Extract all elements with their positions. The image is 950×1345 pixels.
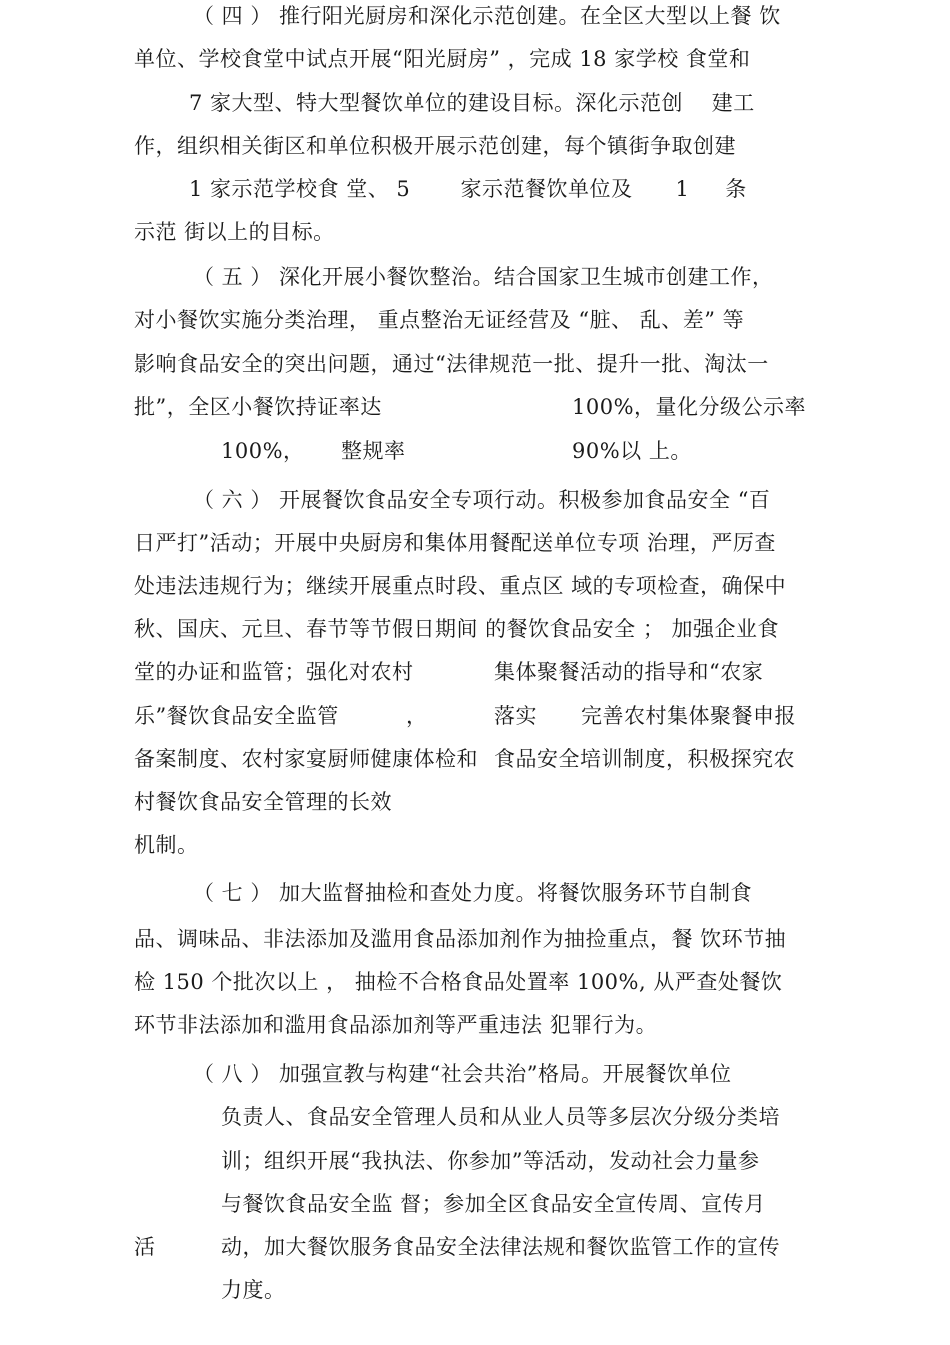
text-line: 示范 街以上的目标。 xyxy=(134,220,335,244)
text-line: 与餐饮食品安全监 督；参加全区食品安全宣传周、宣传月 xyxy=(221,1192,766,1216)
text-line: 日严打”活动；开展中央厨房和集体用餐配送单位专项 治理，严厉查 xyxy=(134,531,776,555)
text-line: （ 五 ） 深化开展小餐饮整治。结合国家卫生城市创建工作， xyxy=(193,265,774,289)
text-line: 对小餐饮实施分类治理， 重点整治无证经营及 “脏、 乱、差” 等 xyxy=(134,308,745,332)
text-line: 检 150 个批次以上 ， 抽检不合格食品处置率 100%, 从严查处餐饮 xyxy=(134,970,783,994)
text-line: 负责人、食品安全管理人员和从业人员等多层次分级分类培 xyxy=(221,1105,780,1129)
text-line: 备案制度、农村家宴厨师健康体检和 xyxy=(134,747,478,771)
text-line: 环节非法添加和滥用食品添加剂等严重违法 犯罪行为。 xyxy=(134,1013,658,1037)
text-line: ， xyxy=(406,704,428,728)
text-line: 训；组织开展“我执法、你参加”等活动，发动社会力量参 xyxy=(221,1149,760,1173)
text-line: （ 八 ） 加强宣教与构建“社会共治”格局。开展餐饮单位 xyxy=(193,1062,732,1086)
text-line: 影响食品安全的突出问题，通过“法律规范一批、提升一批、淘汰一 xyxy=(134,352,769,376)
text-line: （ 六 ） 开展餐饮食品安全专项行动。积极参加食品安全 “百 xyxy=(193,488,771,512)
text-line: 力度。 xyxy=(221,1278,286,1302)
text-line: 批”，全区小餐饮持证率达 xyxy=(134,395,382,419)
text-line: 秋、国庆、元旦、春节等节假日期间 的餐饮食品安全 ； 加强企业食 xyxy=(134,617,780,641)
text-line: 村餐饮食品安全管理的长效 xyxy=(134,790,392,814)
text-line: 品、调味品、非法添加及滥用食品添加剂作为抽捡重点，餐 饮环节抽 xyxy=(134,927,787,951)
text-line: 单位、学校食堂中试点开展“阳光厨房” ，完成 18 家学校 食堂和 xyxy=(134,47,751,71)
text-line: 活 xyxy=(134,1235,156,1259)
text-line: 食品安全培训制度，积极探究农 xyxy=(494,747,795,771)
text-line: 动，加大餐饮服务食品安全法律法规和餐饮监管工作的宣传 xyxy=(221,1235,780,1259)
text-line: 100%， xyxy=(221,439,305,463)
text-line: 处违法违规行为；继续开展重点时段、重点区 域的专项检查，确保中 xyxy=(134,574,787,598)
text-line: 1 家示范学校食 堂、 5 家示范餐饮单位及 1 条 xyxy=(189,177,747,201)
text-line: 作，组织相关街区和单位积极开展示范创建，每个镇街争取创建 xyxy=(134,134,736,158)
text-line: （ 四 ） 推行阳光厨房和深化示范创建。在全区大型以上餐 饮 xyxy=(193,4,781,28)
text-line: 集体聚餐活动的指导和“农家 xyxy=(494,660,764,684)
text-line: （ 七 ） 加大监督抽检和查处力度。将餐饮服务环节自制食 xyxy=(193,881,753,905)
text-line: 整规率 xyxy=(341,439,406,463)
text-line: 机制。 xyxy=(134,833,199,857)
text-line: 90%以 上。 xyxy=(572,439,692,463)
text-line: 完善农村集体聚餐申报 xyxy=(581,704,796,728)
text-line: 100%，量化分级公示率 xyxy=(572,395,807,419)
text-line: 7 家大型、特大型餐饮单位的建设目标。深化示范创 建工 xyxy=(189,91,755,115)
text-line: 堂的办证和监管；强化对农村 xyxy=(134,660,414,684)
text-line: 落实 xyxy=(494,704,537,728)
text-line: 乐”餐饮食品安全监管 xyxy=(134,704,339,728)
